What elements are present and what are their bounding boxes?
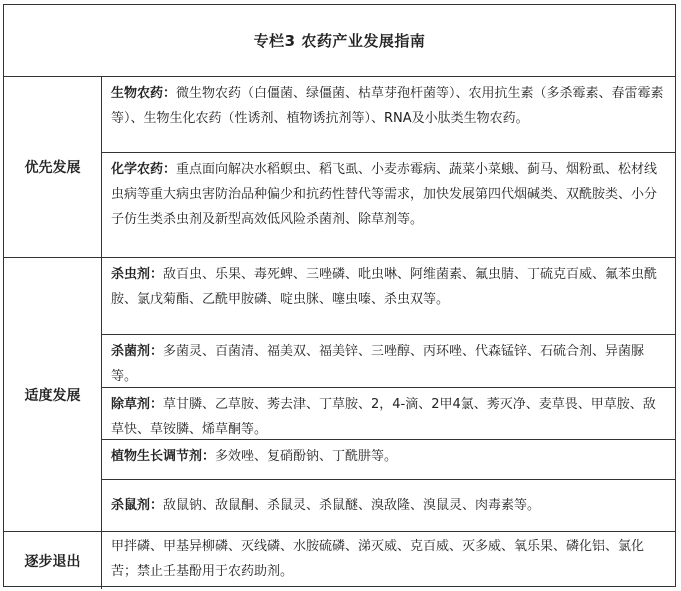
item-label: 杀菌剂： bbox=[111, 344, 164, 359]
list-item bbox=[102, 388, 675, 440]
item-text: 甲拌磷、甲基异柳磷、灭线磷、水胺硫磷、涕灭威、克百威、灭多威、氧乐果、磷化铝、氯化苦；禁止壬基酚用于农药助剂。 bbox=[111, 539, 645, 579]
section-priority bbox=[4, 77, 675, 258]
list-item bbox=[102, 440, 675, 480]
item-label: 化学农药： bbox=[111, 162, 177, 177]
item-label: 杀虫剂： bbox=[111, 267, 164, 282]
category-label: 适度发展 bbox=[4, 258, 102, 532]
list-item bbox=[102, 77, 675, 153]
list-item bbox=[102, 258, 675, 335]
category-label: 优先发展 bbox=[4, 77, 102, 258]
item-label: 除草剂： bbox=[111, 397, 164, 412]
list-item bbox=[102, 532, 675, 589]
list-item bbox=[102, 153, 675, 256]
item-label: 杀鼠剂： bbox=[111, 498, 164, 513]
panel-title: 专栏3 农药产业发展指南 bbox=[4, 5, 675, 77]
category-items bbox=[102, 258, 675, 532]
guide-panel bbox=[3, 4, 676, 587]
list-item bbox=[102, 480, 675, 530]
item-text: 敌百虫、乐果、毒死蜱、三唑磷、吡虫啉、阿维菌素、氟虫腈、丁硫克百威、氟苯虫酰胺、氯戊菊酯、乙酰甲胺磷、啶虫脒、噻虫嗪、杀虫双等。 bbox=[111, 267, 658, 307]
category-label: 逐步退出 bbox=[4, 532, 102, 589]
section-moderate bbox=[4, 258, 675, 532]
section-phaseout bbox=[4, 532, 675, 589]
category-items bbox=[102, 532, 675, 589]
item-label: 生物农药： bbox=[111, 86, 177, 101]
item-text: 重点面向解决水稻螟虫、稻飞虱、小麦赤霉病、蔬菜小菜蛾、蓟马、烟粉虱、松材线虫病等重大病虫害防治品种偏少和抗药性替代等需求，加快发展第四代烟碱类、双酰胺类、小分子仿生类杀虫剂及新型高效低风险杀菌剂、除草剂等。 bbox=[111, 162, 658, 227]
item-text: 敌鼠钠、敌鼠酮、杀鼠灵、杀鼠醚、溴敌隆、溴鼠灵、肉毒素等。 bbox=[163, 498, 541, 513]
item-label: 植物生长调节剂： bbox=[111, 449, 216, 464]
item-text: 微生物农药（白僵菌、绿僵菌、枯草芽孢杆菌等）、农用抗生素（多杀霉素、春雷霉素等）、生物生化农药（性诱剂、植物诱抗剂等）、RNA及小肽类生物农药。 bbox=[111, 86, 664, 126]
item-text: 多效唑、复硝酚钠、丁酰肼等。 bbox=[215, 449, 398, 464]
item-text: 多菌灵、百菌清、福美双、福美锌、三唑醇、丙环唑、代森锰锌、石硫合剂、异菌脲等。 bbox=[111, 344, 645, 384]
list-item bbox=[102, 335, 675, 388]
category-items bbox=[102, 77, 675, 258]
item-text: 草甘膦、乙草胺、莠去津、丁草胺、2，4-滴、2甲4氯、莠灭净、麦草畏、甲草胺、敌草快、草铵膦、烯草酮等。 bbox=[111, 397, 656, 437]
